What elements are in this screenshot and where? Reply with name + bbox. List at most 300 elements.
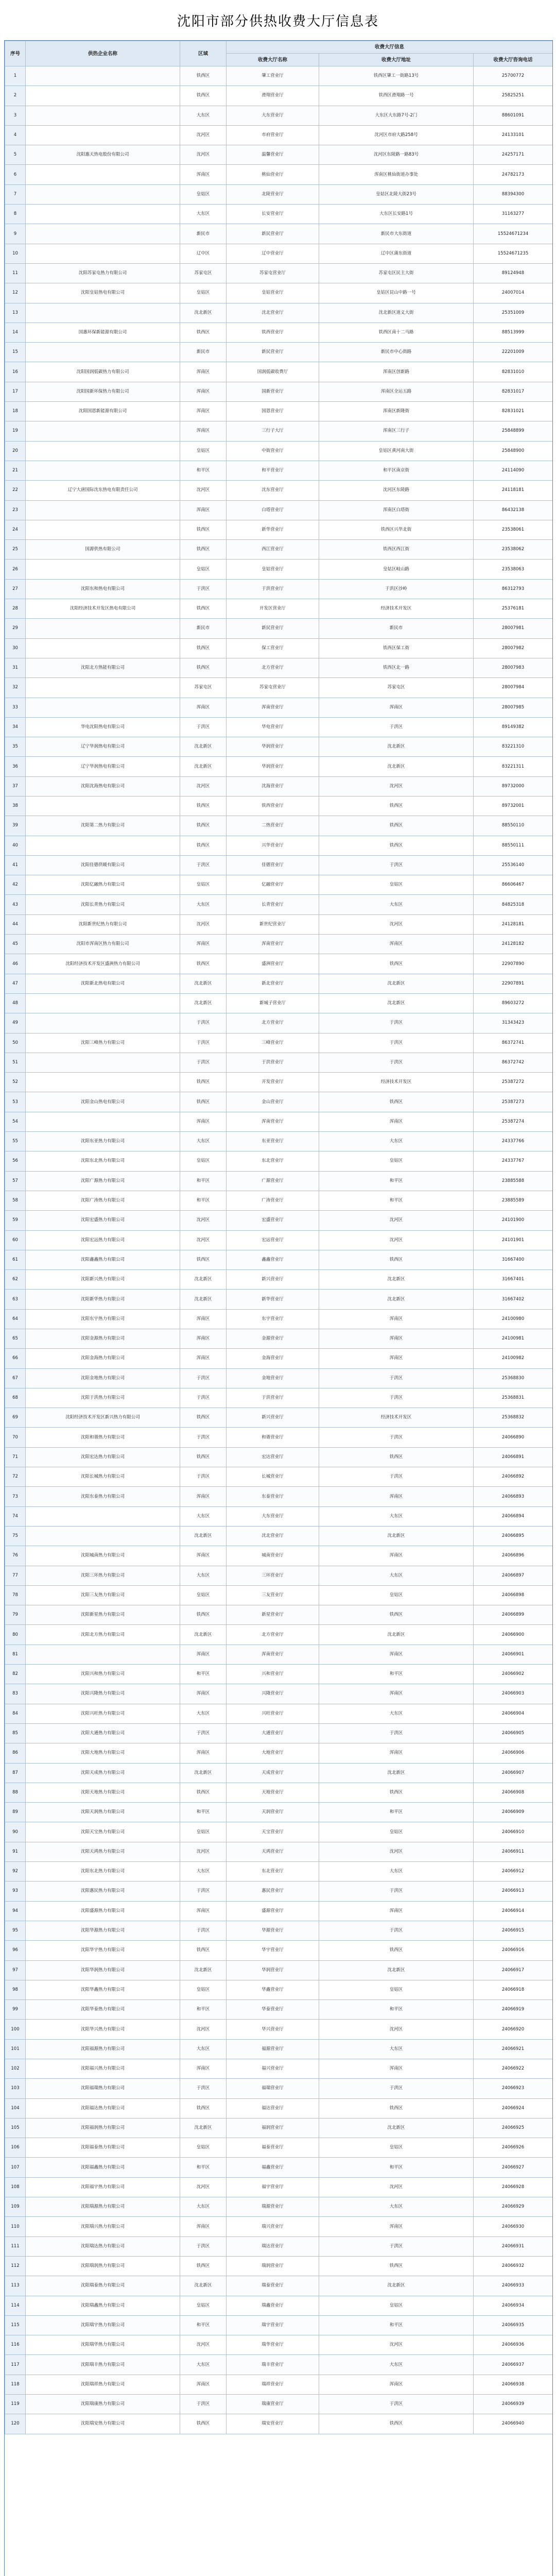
seq-cell: 83 bbox=[5, 1684, 26, 1704]
phone-cell: 23538061 bbox=[474, 520, 553, 539]
seq-cell: 24 bbox=[5, 520, 26, 539]
district-cell: 于洪区 bbox=[180, 1033, 227, 1053]
district-cell: 铁西区 bbox=[180, 1408, 227, 1428]
district-cell: 于洪区 bbox=[180, 1882, 227, 1901]
table-row bbox=[5, 382, 553, 401]
address-cell: 于洪区 bbox=[319, 2079, 474, 2098]
phone-cell: 86372742 bbox=[474, 1053, 553, 1072]
table-row bbox=[5, 619, 553, 638]
address-cell: 铁西区 bbox=[319, 1092, 474, 1112]
address-cell: 浑南区 bbox=[319, 1901, 474, 1921]
table-body bbox=[5, 66, 553, 2434]
hall-name-cell: 瑞鑫营业厅 bbox=[227, 2296, 319, 2315]
address-cell: 大东区 bbox=[319, 1704, 474, 1723]
seq-cell: 91 bbox=[5, 1842, 26, 1861]
company-cell: 沈阳佳德供暖有限公司 bbox=[26, 855, 180, 875]
company-cell: 沈阳三峰热力有限公司 bbox=[26, 1033, 180, 1053]
hall-name-cell: 和谐营业厅 bbox=[227, 1428, 319, 1447]
table-row bbox=[5, 461, 553, 480]
district-cell: 铁西区 bbox=[180, 1783, 227, 1802]
company-cell: 沈阳兴隆热力有限公司 bbox=[26, 1684, 180, 1704]
seq-cell: 35 bbox=[5, 737, 26, 757]
table-row bbox=[5, 776, 553, 796]
phone-cell: 24066922 bbox=[474, 2059, 553, 2078]
table-row bbox=[5, 1882, 553, 1901]
table-row bbox=[5, 1803, 553, 1822]
district-cell: 皇姑区 bbox=[180, 1585, 227, 1605]
seq-cell: 93 bbox=[5, 1882, 26, 1901]
hall-name-cell: 浑南营业厅 bbox=[227, 935, 319, 954]
address-cell: 于洪区 bbox=[319, 1053, 474, 1072]
district-cell: 大东区 bbox=[180, 1566, 227, 1585]
phone-cell: 25351009 bbox=[474, 303, 553, 323]
address-cell: 皇姑区 bbox=[319, 1822, 474, 1842]
seq-cell: 76 bbox=[5, 1546, 26, 1566]
district-cell: 沈河区 bbox=[180, 914, 227, 934]
phone-cell: 24066936 bbox=[474, 2335, 553, 2355]
table-row bbox=[5, 1329, 553, 1349]
seq-cell: 75 bbox=[5, 1526, 26, 1546]
hall-name-cell: 华鑫营业厅 bbox=[227, 1980, 319, 1999]
company-cell: 沈阳北方热力有限公司 bbox=[26, 1625, 180, 1645]
hall-name-cell: 福鑫营业厅 bbox=[227, 2158, 319, 2177]
company-cell: 沈阳长青热力有限公司 bbox=[26, 895, 180, 914]
address-cell: 皇姑区 bbox=[319, 875, 474, 895]
table-row bbox=[5, 500, 553, 520]
phone-cell: 31667402 bbox=[474, 1290, 553, 1309]
district-cell: 沈北新区 bbox=[180, 2276, 227, 2296]
table-row bbox=[5, 1250, 553, 1269]
company-cell: 沈阳于洪热力有限公司 bbox=[26, 1388, 180, 1408]
hall-name-cell: 大东营业厅 bbox=[227, 106, 319, 125]
address-cell: 浑南区 bbox=[319, 1112, 474, 1131]
address-cell: 铁西区 bbox=[319, 1783, 474, 1802]
seq-cell: 73 bbox=[5, 1487, 26, 1506]
address-cell: 浑南区创新路 bbox=[319, 362, 474, 382]
address-cell: 沈河区市府大路258号 bbox=[319, 125, 474, 145]
hall-name-cell: 北陵营业厅 bbox=[227, 184, 319, 204]
address-cell: 铁西区滑翔路一号 bbox=[319, 86, 474, 106]
district-cell: 苏家屯区 bbox=[180, 678, 227, 698]
address-cell: 和平区 bbox=[319, 1171, 474, 1191]
district-cell: 大东区 bbox=[180, 1704, 227, 1723]
phone-cell: 24128181 bbox=[474, 914, 553, 934]
district-cell: 皇姑区 bbox=[180, 283, 227, 303]
phone-cell: 24066907 bbox=[474, 1763, 553, 1783]
table-row bbox=[5, 402, 553, 421]
address-cell: 沈北新区道义大街 bbox=[319, 303, 474, 323]
hall-name-cell: 福泰营业厅 bbox=[227, 2138, 319, 2158]
phone-cell: 24100982 bbox=[474, 1349, 553, 1368]
address-cell: 沈北新区 bbox=[319, 974, 474, 993]
seq-cell: 82 bbox=[5, 1665, 26, 1684]
table-row bbox=[5, 2118, 553, 2138]
seq-cell: 27 bbox=[5, 579, 26, 599]
address-cell: 沈河区 bbox=[319, 2020, 474, 2039]
company-cell: 沈阳福瑞热力有限公司 bbox=[26, 2079, 180, 2098]
company-cell: 沈阳福源热力有限公司 bbox=[26, 2039, 180, 2059]
phone-cell: 24066939 bbox=[474, 2395, 553, 2414]
seq-cell: 40 bbox=[5, 836, 26, 855]
company-cell: 沈阳福兴热力有限公司 bbox=[26, 2059, 180, 2078]
phone-cell: 28007982 bbox=[474, 638, 553, 658]
district-cell: 和平区 bbox=[180, 1191, 227, 1210]
company-cell: 沈阳广涛热力有限公司 bbox=[26, 1191, 180, 1210]
address-cell: 浑南区 bbox=[319, 1645, 474, 1664]
header-hall-info: 收费大厅信息 bbox=[227, 41, 553, 54]
table-row bbox=[5, 1585, 553, 1605]
company-cell: 沈阳东亚热力有限公司 bbox=[26, 1132, 180, 1151]
phone-cell: 24114090 bbox=[474, 461, 553, 480]
district-cell: 大东区 bbox=[180, 1862, 227, 1882]
hall-name-cell: 铁西营业厅 bbox=[227, 323, 319, 342]
seq-cell: 34 bbox=[5, 717, 26, 737]
table-row bbox=[5, 1211, 553, 1230]
table-row bbox=[5, 303, 553, 323]
company-cell bbox=[26, 1506, 180, 1526]
table-row bbox=[5, 2276, 553, 2296]
company-cell: 沈阳天地热力有限公司 bbox=[26, 1783, 180, 1802]
address-cell: 于洪区 bbox=[319, 717, 474, 737]
company-cell: 沈阳惠民热力有限公司 bbox=[26, 1882, 180, 1901]
seq-cell: 88 bbox=[5, 1783, 26, 1802]
address-cell: 和平区南京街 bbox=[319, 461, 474, 480]
table-row bbox=[5, 2158, 553, 2177]
hall-name-cell: 开发营业厅 bbox=[227, 1073, 319, 1092]
table-row bbox=[5, 2355, 553, 2375]
hall-name-cell: 东北营业厅 bbox=[227, 1151, 319, 1171]
address-cell: 新民市大东街道 bbox=[319, 224, 474, 244]
table-row bbox=[5, 678, 553, 698]
hall-name-cell: 瑞祥营业厅 bbox=[227, 2375, 319, 2394]
table-row bbox=[5, 836, 553, 855]
phone-cell: 24066903 bbox=[474, 1684, 553, 1704]
phone-cell: 28007981 bbox=[474, 619, 553, 638]
district-cell: 大东区 bbox=[180, 1132, 227, 1151]
hall-name-cell: 福达营业厅 bbox=[227, 2098, 319, 2118]
company-cell: 沈阳福鑫热力有限公司 bbox=[26, 2158, 180, 2177]
address-cell: 皇姑区昆山中路一号 bbox=[319, 283, 474, 303]
phone-cell: 86312793 bbox=[474, 579, 553, 599]
address-cell: 沈河区 bbox=[319, 1230, 474, 1250]
hall-name-cell: 白塔营业厅 bbox=[227, 500, 319, 520]
district-cell: 于洪区 bbox=[180, 717, 227, 737]
hall-name-cell: 三友营业厅 bbox=[227, 1585, 319, 1605]
address-cell: 大东区 bbox=[319, 2355, 474, 2375]
phone-cell: 88550110 bbox=[474, 816, 553, 836]
hall-name-cell: 二热营业厅 bbox=[227, 816, 319, 836]
seq-cell: 38 bbox=[5, 796, 26, 816]
seq-cell: 15 bbox=[5, 343, 26, 362]
hall-name-cell: 瑞华营业厅 bbox=[227, 2335, 319, 2355]
phone-cell: 24066911 bbox=[474, 1842, 553, 1861]
phone-cell: 24066919 bbox=[474, 2000, 553, 2020]
company-cell bbox=[26, 560, 180, 579]
hall-name-cell: 肇工营业厅 bbox=[227, 66, 319, 86]
phone-cell: 86606467 bbox=[474, 875, 553, 895]
phone-cell: 24066899 bbox=[474, 1605, 553, 1625]
seq-cell: 4 bbox=[5, 125, 26, 145]
table-row bbox=[5, 1723, 553, 1743]
hall-name-cell: 金海营业厅 bbox=[227, 1349, 319, 1368]
company-cell: 沈阳新兴热力有限公司 bbox=[26, 1270, 180, 1290]
table-row bbox=[5, 1763, 553, 1783]
hall-name-cell: 大东营业厅 bbox=[227, 1506, 319, 1526]
table-row bbox=[5, 1487, 553, 1506]
address-cell: 浑南区 bbox=[319, 1684, 474, 1704]
company-cell bbox=[26, 343, 180, 362]
district-cell: 于洪区 bbox=[180, 1388, 227, 1408]
district-cell: 沈河区 bbox=[180, 2177, 227, 2197]
district-cell: 浑南区 bbox=[180, 1309, 227, 1329]
district-cell: 沈河区 bbox=[180, 2335, 227, 2355]
district-cell: 浑南区 bbox=[180, 1645, 227, 1664]
address-cell: 皇姑区 bbox=[319, 1980, 474, 1999]
phone-cell: 25387272 bbox=[474, 1073, 553, 1092]
hall-name-cell: 东北营业厅 bbox=[227, 1862, 319, 1882]
district-cell: 于洪区 bbox=[180, 1723, 227, 1743]
table-row bbox=[5, 2059, 553, 2078]
address-cell: 皇姑区北陵大街23号 bbox=[319, 184, 474, 204]
page-title: 沈阳市部分供热收费大厅信息表 bbox=[177, 13, 379, 29]
hall-name-cell: 惠民营业厅 bbox=[227, 1882, 319, 1901]
district-cell: 铁西区 bbox=[180, 836, 227, 855]
phone-cell: 86372741 bbox=[474, 1033, 553, 1053]
district-cell: 铁西区 bbox=[180, 816, 227, 836]
company-cell: 沈阳三友热力有限公司 bbox=[26, 1585, 180, 1605]
district-cell: 大东区 bbox=[180, 1506, 227, 1526]
company-cell: 沈阳和谐热力有限公司 bbox=[26, 1428, 180, 1447]
phone-cell: 24066913 bbox=[474, 1882, 553, 1901]
district-cell: 沈北新区 bbox=[180, 1960, 227, 1980]
address-cell: 浑南区 bbox=[319, 1546, 474, 1566]
hall-name-cell: 新华营业厅 bbox=[227, 520, 319, 539]
address-cell: 于洪区 bbox=[319, 1467, 474, 1487]
seq-cell: 105 bbox=[5, 2118, 26, 2138]
phone-cell: 24066924 bbox=[474, 2098, 553, 2118]
address-cell: 苏家屯区 bbox=[319, 678, 474, 698]
seq-cell: 106 bbox=[5, 2138, 26, 2158]
address-cell: 浑南区 bbox=[319, 2375, 474, 2394]
phone-cell: 24066898 bbox=[474, 1585, 553, 1605]
address-cell: 沈北新区 bbox=[319, 1960, 474, 1980]
phone-cell: 22907890 bbox=[474, 954, 553, 974]
address-cell: 铁西区 bbox=[319, 2098, 474, 2118]
table-row bbox=[5, 1901, 553, 1921]
hall-name-cell: 华润营业厅 bbox=[227, 1960, 319, 1980]
phone-cell: 24066920 bbox=[474, 2020, 553, 2039]
seq-cell: 46 bbox=[5, 954, 26, 974]
phone-cell: 24066926 bbox=[474, 2138, 553, 2158]
address-cell: 经济技术开发区 bbox=[319, 599, 474, 619]
address-cell: 铁西区肇工一街路13号 bbox=[319, 66, 474, 86]
seq-cell: 104 bbox=[5, 2098, 26, 2118]
company-cell: 沈阳惠天热电股份有限公司 bbox=[26, 145, 180, 165]
address-cell: 铁西区 bbox=[319, 2414, 474, 2434]
hall-name-cell: 浑南营业厅 bbox=[227, 698, 319, 717]
company-cell: 沈阳瑞达热力有限公司 bbox=[26, 2236, 180, 2256]
company-cell: 沈阳金源热力有限公司 bbox=[26, 1329, 180, 1349]
company-cell: 沈阳福润热力有限公司 bbox=[26, 2118, 180, 2138]
hall-name-cell: 皇姑营业厅 bbox=[227, 283, 319, 303]
hall-name-cell: 宏盛营业厅 bbox=[227, 1211, 319, 1230]
address-cell: 铁西区 bbox=[319, 836, 474, 855]
table-row bbox=[5, 993, 553, 1013]
address-cell: 辽中区蒲东街道 bbox=[319, 244, 474, 263]
phone-cell: 24066931 bbox=[474, 2236, 553, 2256]
hall-name-cell: 大通营业厅 bbox=[227, 1723, 319, 1743]
table-row bbox=[5, 1349, 553, 1368]
address-cell: 沈河区 bbox=[319, 776, 474, 796]
district-cell: 皇姑区 bbox=[180, 1151, 227, 1171]
district-cell: 皇姑区 bbox=[180, 184, 227, 204]
seq-cell: 111 bbox=[5, 2236, 26, 2256]
district-cell: 铁西区 bbox=[180, 658, 227, 677]
table-row bbox=[5, 816, 553, 836]
phone-cell: 24066929 bbox=[474, 2197, 553, 2217]
hall-name-cell: 新北营业厅 bbox=[227, 974, 319, 993]
hall-name-cell: 桃仙营业厅 bbox=[227, 165, 319, 184]
hall-name-cell: 天地营业厅 bbox=[227, 1783, 319, 1802]
table-row bbox=[5, 1151, 553, 1171]
phone-cell: 31667401 bbox=[474, 1270, 553, 1290]
hall-name-cell: 开发区营业厅 bbox=[227, 599, 319, 619]
company-cell: 沈阳国新环保热力有限公司 bbox=[26, 382, 180, 401]
district-cell: 铁西区 bbox=[180, 86, 227, 106]
seq-cell: 66 bbox=[5, 1349, 26, 1368]
seq-cell: 1 bbox=[5, 66, 26, 86]
table-row bbox=[5, 343, 553, 362]
heating-hall-table bbox=[4, 40, 553, 2576]
district-cell: 浑南区 bbox=[180, 2217, 227, 2236]
district-cell: 大东区 bbox=[180, 2039, 227, 2059]
header-address: 收费大厅地址 bbox=[319, 54, 474, 66]
company-cell bbox=[26, 638, 180, 658]
phone-cell: 88550111 bbox=[474, 836, 553, 855]
district-cell: 浑南区 bbox=[180, 1743, 227, 1763]
hall-name-cell: 长安营业厅 bbox=[227, 205, 319, 224]
address-cell: 大东区 bbox=[319, 895, 474, 914]
address-cell: 沈河区 bbox=[319, 914, 474, 934]
company-cell: 沈阳宏远热力有限公司 bbox=[26, 1230, 180, 1250]
seq-cell: 98 bbox=[5, 1980, 26, 1999]
phone-cell: 31667400 bbox=[474, 1250, 553, 1269]
company-cell bbox=[26, 125, 180, 145]
phone-cell: 25848899 bbox=[474, 421, 553, 441]
phone-cell: 25368832 bbox=[474, 1408, 553, 1428]
district-cell: 铁西区 bbox=[180, 2414, 227, 2434]
seq-cell: 62 bbox=[5, 1270, 26, 1290]
hall-name-cell: 新民营业厅 bbox=[227, 619, 319, 638]
phone-cell: 24066894 bbox=[474, 1506, 553, 1526]
district-cell: 沈北新区 bbox=[180, 974, 227, 993]
hall-name-cell: 三行子大厅 bbox=[227, 421, 319, 441]
table-row bbox=[5, 2256, 553, 2276]
address-cell: 浑南区 bbox=[319, 1487, 474, 1506]
seq-cell: 13 bbox=[5, 303, 26, 323]
table-row bbox=[5, 86, 553, 106]
phone-cell: 24066916 bbox=[474, 1941, 553, 1960]
district-cell: 沈北新区 bbox=[180, 303, 227, 323]
address-cell: 浑南区全运五路 bbox=[319, 382, 474, 401]
seq-cell: 70 bbox=[5, 1428, 26, 1447]
phone-cell: 82831017 bbox=[474, 382, 553, 401]
address-cell: 铁西区 bbox=[319, 816, 474, 836]
company-cell bbox=[26, 421, 180, 441]
company-cell bbox=[26, 1073, 180, 1092]
address-cell: 苏家屯区民主大街 bbox=[319, 263, 474, 283]
phone-cell: 82831010 bbox=[474, 362, 553, 382]
table-row bbox=[5, 914, 553, 934]
seq-cell: 25 bbox=[5, 540, 26, 560]
phone-cell: 24101901 bbox=[474, 1230, 553, 1250]
address-cell: 大东区 bbox=[319, 2039, 474, 2059]
seq-cell: 20 bbox=[5, 441, 26, 461]
address-cell: 铁西区西江街 bbox=[319, 540, 474, 560]
company-cell: 沈阳华鑫热力有限公司 bbox=[26, 1980, 180, 1999]
district-cell: 于洪区 bbox=[180, 1013, 227, 1033]
hall-name-cell: 金源营业厅 bbox=[227, 1329, 319, 1349]
address-cell: 于洪区 bbox=[319, 2236, 474, 2256]
hall-name-cell: 北方营业厅 bbox=[227, 1625, 319, 1645]
address-cell: 沈河区 bbox=[319, 2177, 474, 2197]
seq-cell: 74 bbox=[5, 1506, 26, 1526]
hall-name-cell: 于洪营业厅 bbox=[227, 579, 319, 599]
hall-name-cell: 佳德营业厅 bbox=[227, 855, 319, 875]
table-row bbox=[5, 106, 553, 125]
seq-cell: 9 bbox=[5, 224, 26, 244]
seq-cell: 102 bbox=[5, 2059, 26, 2078]
company-cell: 沈阳瑞安热力有限公司 bbox=[26, 2414, 180, 2434]
seq-cell: 28 bbox=[5, 599, 26, 619]
hall-name-cell: 福瑞营业厅 bbox=[227, 2079, 319, 2098]
table-row bbox=[5, 1625, 553, 1645]
table-row bbox=[5, 1526, 553, 1546]
seq-cell: 37 bbox=[5, 776, 26, 796]
hall-name-cell: 福润营业厅 bbox=[227, 2118, 319, 2138]
district-cell: 和平区 bbox=[180, 1665, 227, 1684]
address-cell: 铁西区兴华北街 bbox=[319, 520, 474, 539]
table-row bbox=[5, 1645, 553, 1664]
phone-cell: 24337767 bbox=[474, 1151, 553, 1171]
phone-cell: 25368830 bbox=[474, 1368, 553, 1388]
address-cell: 浑南区 bbox=[319, 1349, 474, 1368]
hall-name-cell: 和平营业厅 bbox=[227, 461, 319, 480]
seq-cell: 86 bbox=[5, 1743, 26, 1763]
company-cell: 沈阳金山热电有限公司 bbox=[26, 1092, 180, 1112]
company-cell bbox=[26, 184, 180, 204]
header-hall-name: 收费大厅名称 bbox=[227, 54, 319, 66]
seq-cell: 78 bbox=[5, 1585, 26, 1605]
phone-cell: 24066927 bbox=[474, 2158, 553, 2177]
phone-cell: 24066923 bbox=[474, 2079, 553, 2098]
hall-name-cell: 中街营业厅 bbox=[227, 441, 319, 461]
table-row bbox=[5, 1368, 553, 1388]
seq-cell: 99 bbox=[5, 2000, 26, 2020]
hall-name-cell: 三峰营业厅 bbox=[227, 1033, 319, 1053]
hall-name-cell: 金山营业厅 bbox=[227, 1092, 319, 1112]
company-cell bbox=[26, 165, 180, 184]
table-row bbox=[5, 717, 553, 737]
table-row bbox=[5, 540, 553, 560]
district-cell: 铁西区 bbox=[180, 1073, 227, 1092]
company-cell: 沈阳东北热力有限公司 bbox=[26, 1862, 180, 1882]
phone-cell: 25848900 bbox=[474, 441, 553, 461]
district-cell: 沈北新区 bbox=[180, 737, 227, 757]
district-cell: 沈北新区 bbox=[180, 2118, 227, 2138]
phone-cell: 24066892 bbox=[474, 1467, 553, 1487]
hall-name-cell: 华源营业厅 bbox=[227, 1921, 319, 1940]
